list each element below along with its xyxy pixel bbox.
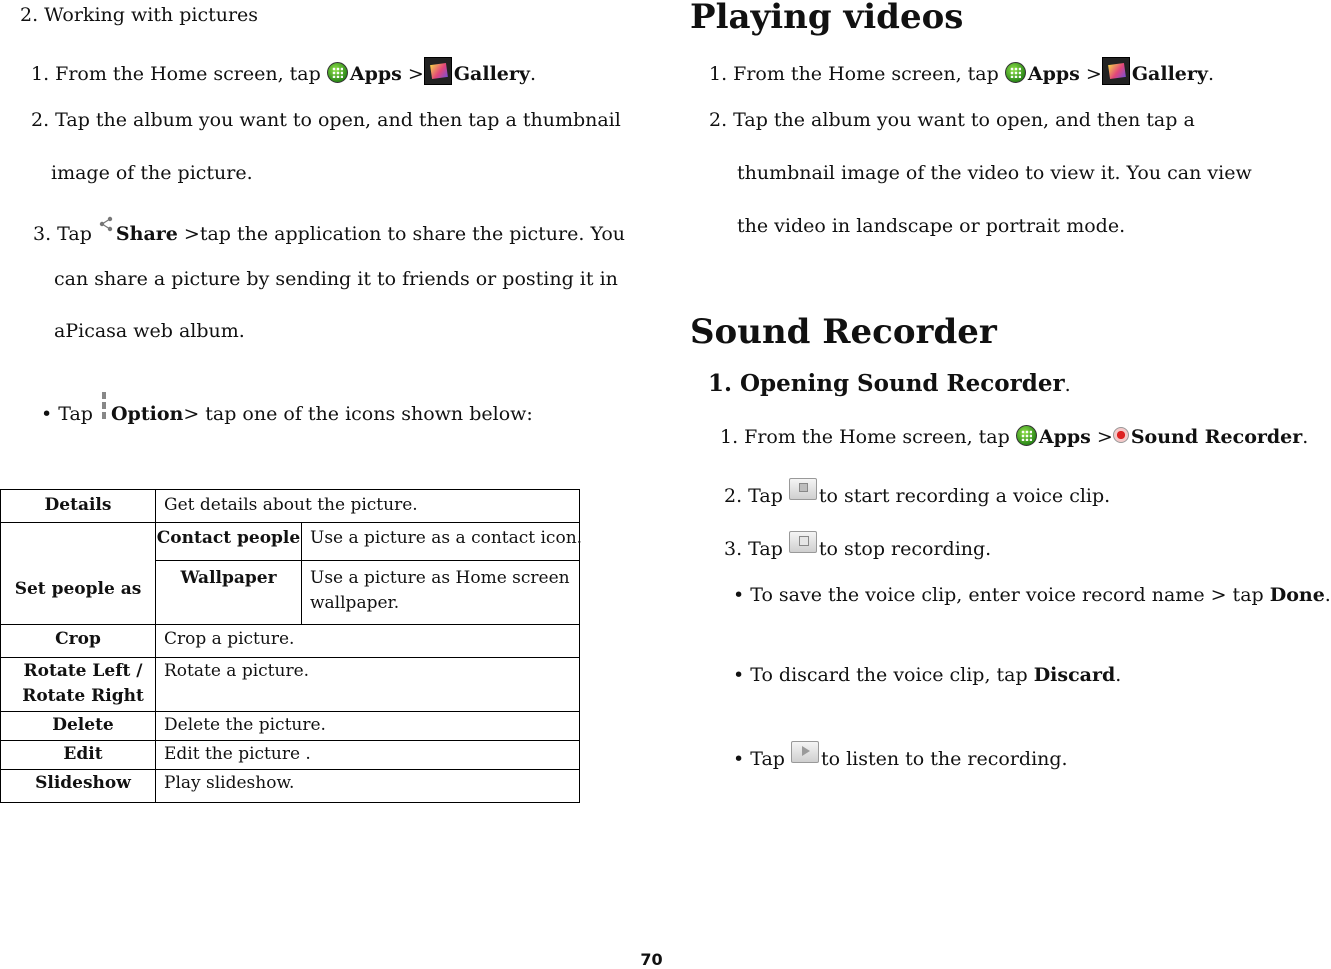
row-crop-desc: Crop a picture.: [164, 629, 295, 649]
page-number: 70: [640, 950, 663, 969]
step-2-line-2: image of the picture.: [51, 162, 253, 184]
row-rotate-desc: Rotate a picture.: [164, 661, 310, 681]
apps-icon: [327, 62, 348, 83]
row-edit-desc: Edit the picture .: [164, 744, 311, 764]
opening-sound-recorder-heading: 1. Opening Sound Recorder.: [708, 370, 1071, 397]
step-1-pictures: 1. From the Home screen, tap Apps > Gallery.: [31, 57, 536, 86]
step-3-line-3: aPicasa web album.: [54, 320, 245, 342]
step-2-line-1: 2. Tap the album you want to open, and then tap a thumbnail: [31, 109, 621, 131]
video-step-2-line-3: the video in landscape or portrait mode.: [737, 215, 1126, 237]
section-heading-pictures: 2. Working with pictures: [20, 4, 259, 26]
recorder-step-2: 2. Tap to start recording a voice clip.: [724, 478, 1110, 508]
row-slideshow-desc: Play slideshow.: [164, 773, 295, 793]
gallery-icon: [1102, 57, 1130, 85]
share-icon: [98, 216, 114, 238]
apps-label: Apps: [349, 63, 402, 85]
done-label: Done: [1269, 584, 1325, 606]
gallery-label: Gallery: [1131, 63, 1208, 85]
option-menu-icon: [99, 390, 109, 420]
step-3-line-1: 3. Tap Share >tap the application to share the picture. You: [33, 216, 625, 246]
apps-icon: [1005, 62, 1026, 83]
bullet-option: • Tap Option> tap one of the icons shown below:: [41, 390, 533, 426]
microphone-icon: [1113, 427, 1129, 443]
record-button-icon: [789, 478, 817, 500]
option-label: Option: [110, 403, 184, 425]
sound-recorder-title: Sound Recorder: [690, 312, 997, 352]
row-wallpaper-header: Wallpaper: [180, 568, 277, 588]
share-label: Share: [115, 223, 178, 245]
video-step-2-line-1: 2. Tap the album you want to open, and then tap a: [709, 109, 1195, 131]
row-delete-header: Delete: [52, 715, 114, 735]
apps-label: Apps: [1027, 63, 1080, 85]
row-slideshow-header: Slideshow: [35, 773, 131, 793]
row-contact-header: Contact people: [156, 528, 301, 548]
row-details-header: Details: [44, 495, 112, 515]
recorder-step-1: 1. From the Home screen, tap Apps > Sound Recorder.: [720, 426, 1309, 448]
discard-label: Discard: [1033, 664, 1116, 686]
row-edit-header: Edit: [63, 744, 103, 764]
bullet-save: • To save the voice clip, enter voice record name > tap Done.: [733, 584, 1331, 606]
picture-options-table: [0, 489, 583, 803]
row-wallpaper-desc-1: Use a picture as Home screen: [310, 568, 570, 588]
video-step-2-line-2: thumbnail image of the video to view it. You can view: [737, 162, 1252, 184]
row-delete-desc: Delete the picture.: [164, 715, 326, 735]
gallery-icon: [424, 57, 452, 85]
step-3-line-2: can share a picture by sending it to friends or posting it in: [54, 268, 618, 290]
row-setpeople-header: Set people as: [14, 579, 142, 599]
row-contact-desc: Use a picture as a contact icon.: [310, 528, 583, 548]
bullet-listen: • Tap to listen to the recording.: [733, 741, 1068, 771]
apps-label: Apps: [1038, 426, 1091, 448]
row-rotate-header-1: Rotate Left /: [23, 661, 143, 681]
stop-button-icon: [789, 531, 817, 553]
row-crop-header: Crop: [55, 629, 101, 649]
recorder-step-3: 3. Tap to stop recording.: [724, 531, 991, 561]
row-details-desc: Get details about the picture.: [164, 495, 418, 515]
sound-recorder-label: Sound Recorder: [1130, 426, 1303, 448]
gallery-label: Gallery: [453, 63, 530, 85]
row-wallpaper-desc-2: wallpaper.: [310, 593, 400, 613]
playing-videos-title: Playing videos: [690, 0, 964, 37]
apps-icon: [1016, 425, 1037, 446]
bullet-discard: • To discard the voice clip, tap Discard.: [733, 664, 1122, 686]
play-button-icon: [791, 741, 819, 763]
row-rotate-header-2: Rotate Right: [22, 686, 144, 706]
video-step-1: 1. From the Home screen, tap Apps > Gallery.: [709, 57, 1214, 86]
